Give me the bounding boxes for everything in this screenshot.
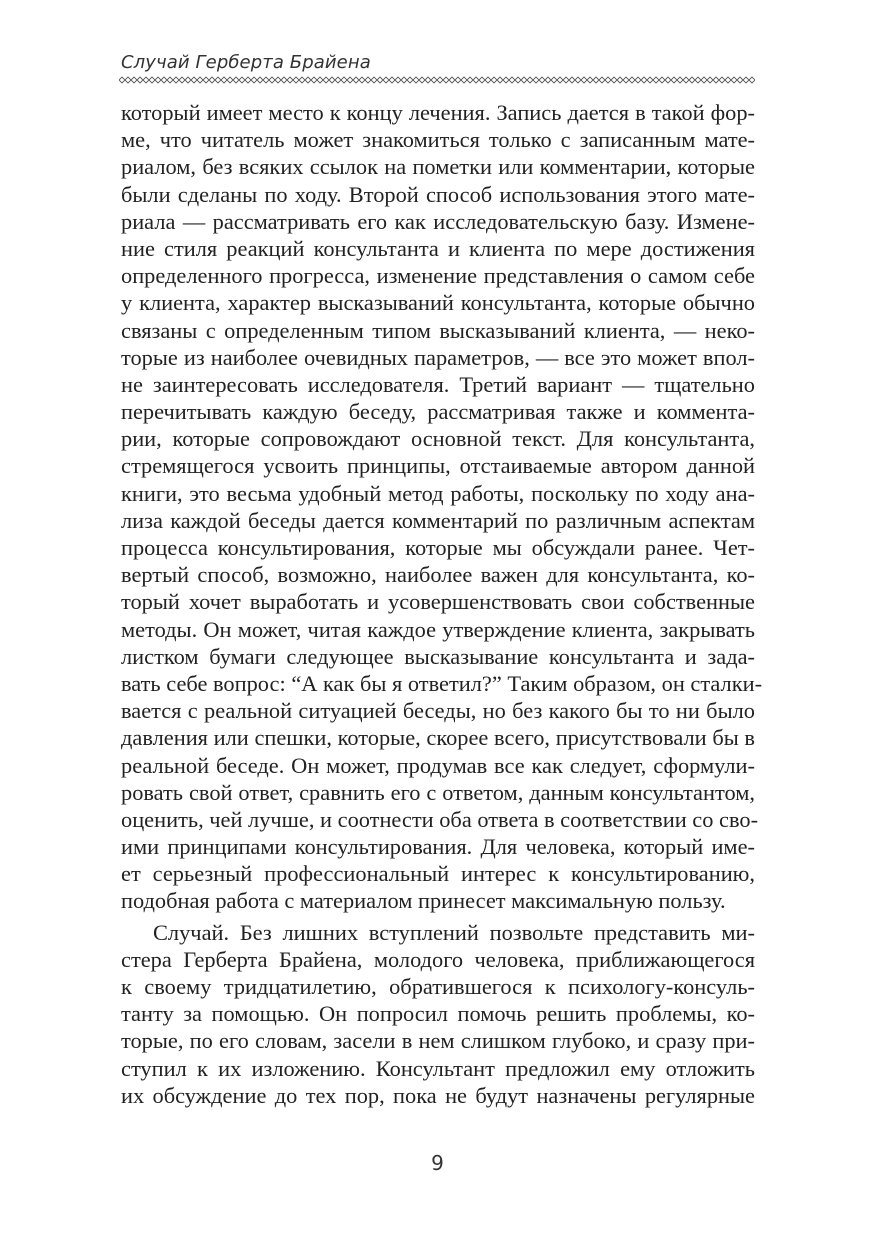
text-line: стера Герберта Брайена, молодого человека, приближающегося bbox=[121, 946, 755, 972]
text-line: реальной беседе. Он может, продумав все как следует, сформули- bbox=[121, 752, 755, 778]
body-text bbox=[121, 99, 763, 1109]
text-line: связаны с определенным типом высказываний клиента, — неко- bbox=[121, 317, 755, 343]
header-ornamental-rule bbox=[119, 76, 755, 84]
text-line: торый хочет выработать и усовершенствовать свои собственные bbox=[121, 589, 755, 615]
text-line: вать себе вопрос: “А как бы я ответил?” Таким образом, он сталки- bbox=[121, 670, 763, 696]
text-line: не заинтересовать исследователя. Третий вариант — тщательно bbox=[121, 371, 755, 397]
text-line: методы. Он может, читая каждое утверждение клиента, закрывать bbox=[121, 616, 755, 642]
paragraph-1 bbox=[121, 99, 763, 915]
text-line: их обсуждение до тех пор, пока не будут назначены регулярные bbox=[121, 1082, 755, 1108]
paragraph-2 bbox=[121, 919, 755, 1109]
page-number: 9 bbox=[431, 1151, 444, 1175]
text-line: ние стиля реакций консультанта и клиента по мере достижения bbox=[121, 235, 755, 261]
text-line: стремящегося усвоить принципы, отстаиваемые автором данной bbox=[121, 453, 755, 479]
text-line: перечитывать каждую беседу, рассматривая также и коммента- bbox=[121, 399, 755, 425]
text-line: у клиента, характер высказываний консультанта, которые обычно bbox=[121, 290, 755, 316]
text-line: давления или спешки, которые, скорее всего, присутствовали бы в bbox=[121, 725, 755, 751]
text-line: который имеет место к концу лечения. Запись дается в такой фор- bbox=[121, 100, 755, 125]
text-line: риала — рассматривать его как исследовательскую базу. Измене- bbox=[121, 208, 755, 234]
text-line: ровать свой ответ, сравнить его с ответом, данным консультантом, bbox=[121, 779, 755, 805]
text-line: процесса консультирования, которые мы обсуждали ранее. Чет- bbox=[121, 535, 755, 560]
text-line: были сделаны по ходу. Второй способ использования этого мате- bbox=[121, 181, 755, 207]
text-line: ме, что читатель может знакомиться только с записанным мате- bbox=[121, 127, 755, 153]
text-line: танту за помощью. Он попросил помочь решить проблемы, ко- bbox=[121, 1001, 755, 1027]
text-line: определенного прогресса, изменение представления о самом себе bbox=[121, 263, 755, 289]
text-line: ет серьезный профессиональный интерес к консультированию, bbox=[121, 861, 755, 887]
text-line: рии, которые сопровождают основной текст. Для консультанта, bbox=[121, 426, 755, 452]
text-line: риалом, без всяких ссылок на пометки или комментарии, которые bbox=[121, 154, 755, 180]
text-line: ими принципами консультирования. Для человека, который име- bbox=[121, 834, 755, 860]
text-line: лиза каждой беседы дается комментарий по различным аспектам bbox=[121, 507, 755, 533]
text-line: листком бумаги следующее высказывание консультанта и зада- bbox=[121, 643, 755, 669]
text-line: книги, это весьма удобный метод работы, поскольку по ходу ана- bbox=[121, 480, 755, 506]
text-line: подобная работа с материалом принесет максимальную пользу. bbox=[121, 888, 726, 914]
text-line: торые из наиболее очевидных параметров, — все это может впол- bbox=[121, 344, 755, 370]
text-line: вается с реальной ситуацией беседы, но без какого бы то ни было bbox=[121, 698, 755, 724]
text-line: к своему тридцатилетию, обратившегося к психологу-консуль- bbox=[121, 974, 755, 999]
text-line: ступил к их изложению. Консультант предложил ему отложить bbox=[121, 1055, 755, 1081]
text-line: вертый способ, возможно, наиболее важен для консультанта, ко- bbox=[121, 562, 755, 588]
text-line: оценить, чей лучше, и соотнести оба ответа в соответствии со сво- bbox=[121, 806, 759, 832]
text-line: торые, по его словам, засели в нем слишком глубоко, и сразу при- bbox=[121, 1028, 755, 1054]
running-head-title: Случай Герберта Брайена bbox=[121, 52, 371, 73]
text-line: Случай. Без лишних вступлений позвольте представить ми- bbox=[153, 919, 755, 945]
